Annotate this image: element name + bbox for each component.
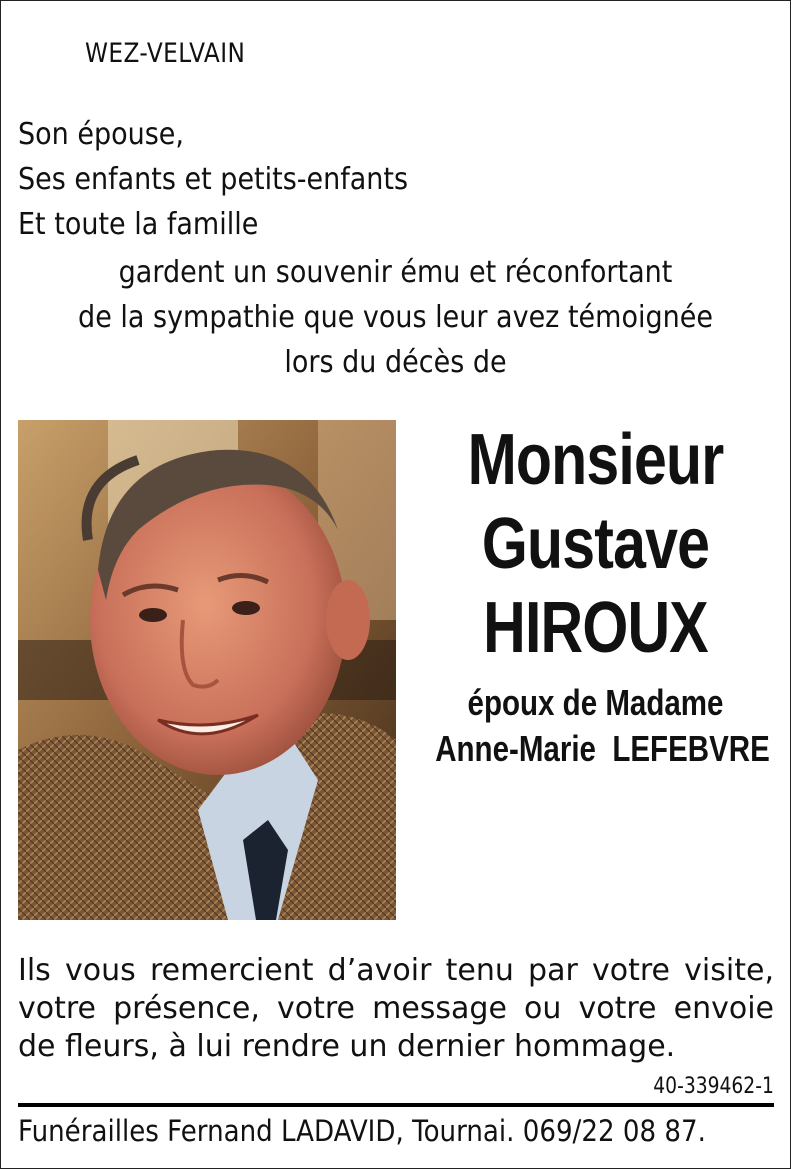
- intro-line: lors du décès de: [284, 345, 507, 380]
- deceased-name-block: [400, 418, 791, 772]
- funeral-home-footer: Funérailles Fernand LADAVID, Tournai. 069/22 08 87.: [18, 1114, 706, 1148]
- footer-divider: [18, 1103, 774, 1107]
- family-line: Son épouse,: [18, 117, 185, 152]
- intro-line: gardent un souvenir ému et réconfortant: [118, 255, 673, 290]
- intro-block: [0, 250, 791, 385]
- portrait-photo: [18, 420, 396, 920]
- thanks-paragraph: Ils vous remercient d’avoir tenu par votre visite, votre présence, votre message ou votre envoie de fleurs, à lui rendre un dernier hommage.: [18, 953, 774, 1064]
- family-block: [18, 112, 408, 247]
- spouse-line: époux de Madame: [467, 682, 724, 723]
- deceased-title: Monsieur: [467, 420, 724, 500]
- spouse-name: Anne-Marie LEFEBVRE: [435, 728, 770, 769]
- location-heading: WEZ-VELVAIN: [85, 38, 246, 69]
- family-line: Et toute la famille: [18, 207, 259, 242]
- intro-line: de la sympathie que vous leur avez témoignée: [78, 300, 713, 335]
- reference-number: 40-339462-1: [653, 1074, 774, 1099]
- deceased-last-name: HIROUX: [483, 588, 708, 668]
- family-line: Ses enfants et petits-enfants: [18, 162, 409, 197]
- deceased-first-name: Gustave: [481, 504, 710, 584]
